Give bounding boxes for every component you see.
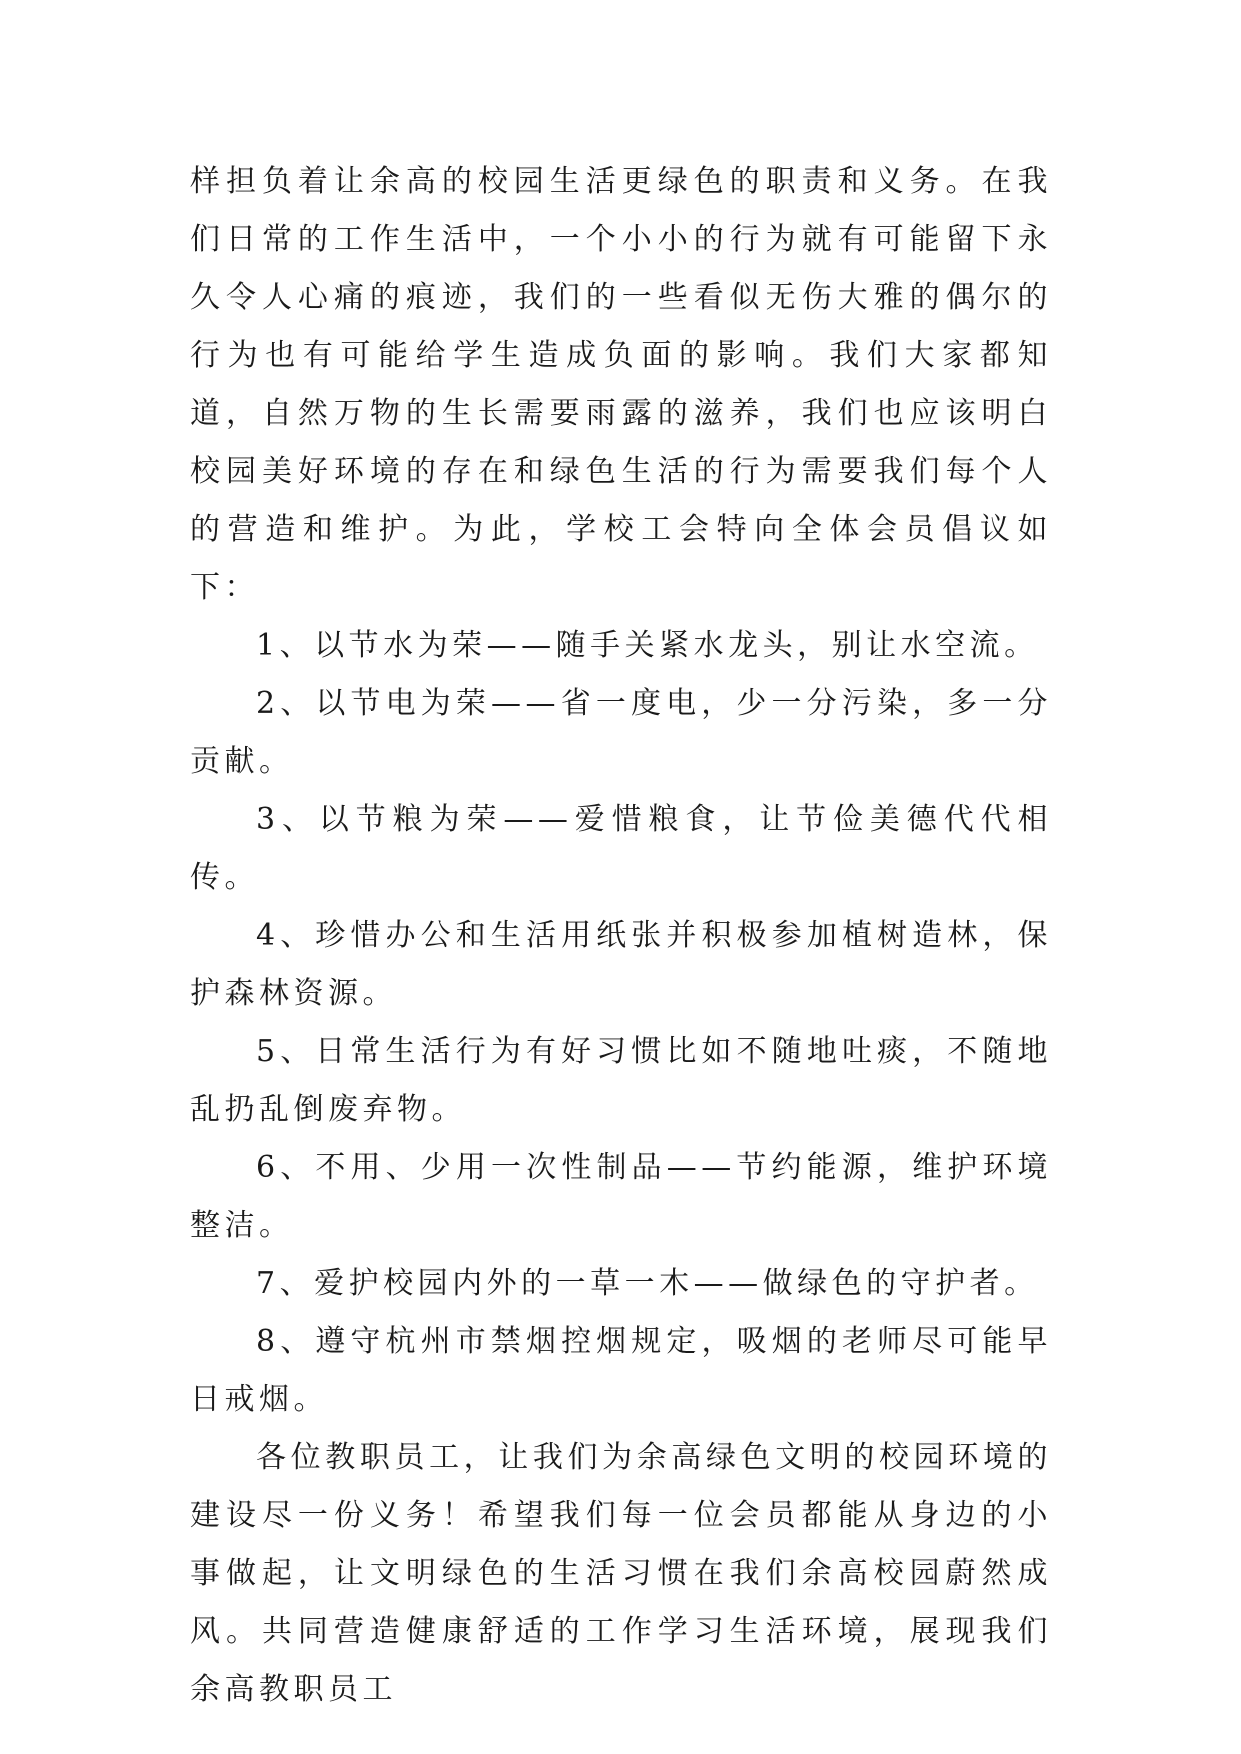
proposal-item-2: 2、以节电为荣——省一度电，少一分污染，多一分贡献。 — [190, 686, 1052, 779]
proposal-item-3: 3、以节粮为荣——爱惜粮食，让节俭美德代代相传。 — [190, 802, 1052, 895]
proposal-item-4: 4、珍惜办公和生活用纸张并积极参加植树造林，保护森林资源。 — [190, 918, 1052, 1011]
proposal-item-8: 8、遵守杭州市禁烟控烟规定，吸烟的老师尽可能早日戒烟。 — [190, 1324, 1052, 1417]
proposal-item-5: 5、日常生活行为有好习惯比如不随地吐痰，不随地乱扔乱倒废弃物。 — [190, 1034, 1052, 1127]
proposal-item-1: 1、以节水为荣——随手关紧水龙头，别让水空流。 — [256, 628, 1039, 663]
paragraph-intro: 样担负着让余高的校园生活更绿色的职责和义务。在我们日常的工作生活中，一个小小的行为就有可能留下永久令人心痛的痕迹，我们的一些看似无伤大雅的偶尔的行为也有可能给学生造成负面的影响。我们大家都知道，自然万物的生长需要雨露的滋养，我们也应该明白校园美好环境的存在和绿色生活的行为需要我们每个人的营造和维护。为此，学校工会特向全体会员倡议如下： — [190, 164, 1052, 605]
proposal-item-7: 7、爱护校园内外的一草一木——做绿色的守护者。 — [256, 1266, 1039, 1301]
proposal-item-6: 6、不用、少用一次性制品——节约能源，维护环境整洁。 — [190, 1150, 1052, 1243]
document-page — [190, 153, 1052, 1719]
paragraph-closing: 各位教职员工，让我们为余高绿色文明的校园环境的建设尽一份义务！希望我们每一位会员都能从身边的小事做起，让文明绿色的生活习惯在我们余高校园蔚然成风。共同营造健康舒适的工作学习生活环境，展现我们余高教职员工 — [190, 1440, 1052, 1707]
